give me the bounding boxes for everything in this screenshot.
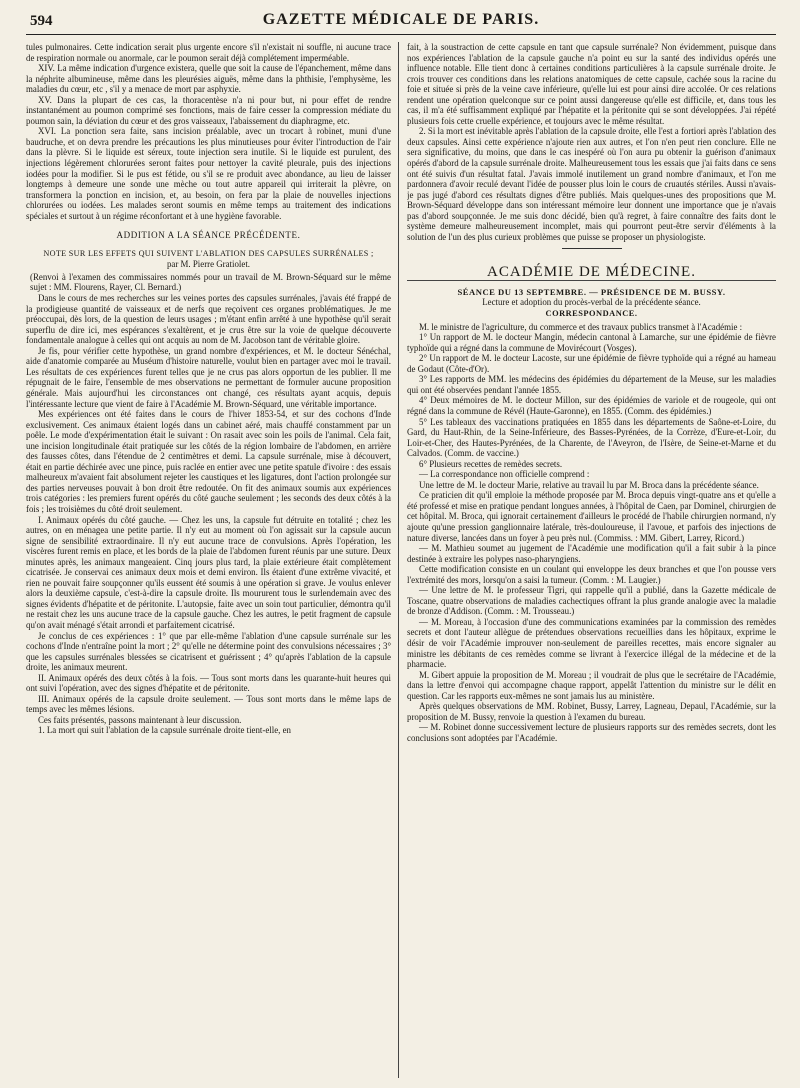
left-column <box>26 42 391 1080</box>
paragraph: 6° Plusieurs recettes de remèdes secrets. <box>419 458 563 469</box>
paragraph: XV. Dans la plupart de ces cas, la thoracentèse n'a ni pour but, ni pour effet de rendre instantanément au poumon comprimé ses fonctions, mais de faire cesser la compression médiate du poumon sain, la déviation du cœur et des gros vaisseaux, l'abaissement du diaphragme, etc. <box>26 94 391 126</box>
paragraph: Ce praticien dit qu'il emploie la méthode proposée par M. Broca depuis vingt-quatre ans et qu'elle a été professé et mise en pratique pendant longues années, à l'hôpital de Caen, par Dominel, chirurgien de cet hôpital. M. Broca, qui ignorait certainement d'ailleurs le procédé de l'habile chirurgien normand, n'y ajoute qu'une pression ganglionnaire latérale, très-douloureuse, il l'avoue, et parfois des injections de nature diverse, lancées dans un foyer à peu près nul. (Commiss. : MM. Gibert, Larrey, Ricord.) <box>407 490 776 543</box>
minutes-line: Lecture et adoption du procès-verbal de la précédente séance. <box>482 297 701 308</box>
paragraph: I. Animaux opérés du côté gauche. — Chez les uns, la capsule fut détruite en totalité ; chez les autres, on en ménagea une petite partie. Il n'y eut au moment où l'on agissait sur la capsule aucun signe de sensibilité extraordinaire. Il n'y eut aucune trace de convulsions. Après l'opération, les viscères furent remis en place, et les bords de la plaie de l'abdomen furent réunis par une suture. Deux minutes après, les animaux mangeaient. Cinq jours plus tard, la plaie extérieure était complètement cicatrisée. Je conservai ces animaux deux mois et demi environ. Ils étaient d'une extrême vivacité, et rien ne pouvait faire soupçonner qu'ils eussent été soumis à une opération si grave. Je voulus enlever alors la deuxième capsule, c'est-à-dire la capsule droite. Ils moururent tous le surlendemain avec des signes évidents d'hépatite et de péritonite. L'autopsie, faite avec un soin tout particulier, démontra qu'il ne restait chez les uns aucune trace de la capsule gauche. Chez les autres, le petit fragment de capsule qu'on avait ménagé s'était arrondi et parfaitement cicatrisé. <box>26 514 391 630</box>
section-title: ADDITION A LA SÉANCE PRÉCÉDENTE. <box>116 230 301 241</box>
page-number: 594 <box>30 13 53 29</box>
paragraph: fait, à la soustraction de cette capsule en tant que capsule surrénale? Non évidemment, puisque dans nos expériences l'ablation de la capsule gauche n'a point eu sur la santé des individus opérés une influence notable. Elle tient donc à certaines conditions particulières à la capsule surrénale droite. Je crois trouver ces conditions dans les relations anatomiques de cette capsule, cachée sous la racine du foie et située si près de la veine cave inférieure, qu'elle lui est pour ainsi dire accolée. Or ces relations rendent une opération quelconque sur ce point aussi dangereuse qu'elle est difficile, et, dans tous les cas, il m'a été suffisamment expliqué par l'hépatite et la péritonite qui se sont développées. J'ai répété plusieurs fois cette cruelle expérience, et toujours avec le même résultat. <box>407 42 776 126</box>
paragraph: M. Gibert appuie la proposition de M. Moreau ; il voudrait de plus que le secrétaire de l'Académie, dans la lettre d'envoi qui accompagne chaque rapport, appelât l'attention du ministre sur le délit en question. Car les rapports eux-mêmes ne sont jamais lus au ministère. <box>407 669 776 701</box>
paragraph: 2. Si la mort est inévitable après l'ablation de la capsule droite, elle l'est a fortiori après l'ablation des deux capsules. Ainsi cette expérience n'ajoute rien aux autres, et l'on n'en peut rien conclure. Elle ne sera significative, du moins, que dans le cas inespéré où l'on aura pu obtenir la guérison d'animaux opérés d'abord de la capsule surrénale droite. Malheureusement tous les essais que j'ai faits dans ce sens ont été suivis d'un résultat fatal. J'avais immolé inutilement un grand nombre d'animaux, et l'on me pardonnera d'avoir reculé devant l'idée de pousser plus loin le cours de cruautés stériles. Aussi n'avais-je pas jugé d'abord ces résultats dignes d'être publiés. Mais quelques-unes des propositions que M. Brown-Séquard développe dans son intéressant mémoire leur donnent une importance que je n'avais pas d'abord soupçonnée. Je me suis donc décidé, bien qu'à regret, à faire connaître des faits dont le système demeure malheureusement incomplet, mais qui pourront peut-être servir d'éléments à la solution de l'un des plus curieux problèmes que puisse se proposer un physiologiste. <box>407 126 776 242</box>
column-divider <box>398 42 399 1078</box>
paragraph: 4° Deux mémoires de M. le docteur Millon, sur des épidémies de variole et de rougeole, qui ont régné dans la commune de Révél (Haute-Garonne), en 1855. (Comm. des épidémies.) <box>407 395 776 416</box>
paragraph: — La correspondance non officielle comprend : <box>419 469 590 480</box>
paragraph: — Une lettre de M. le professeur Tigri, qui rappelle qu'il a publié, dans la Gazette médicale de Toscane, quatre observations de maladies cachectiques offrant la plus grande analogie avec la maladie de bronze d'Addison. (Comm. : M. Trousseau.) <box>407 585 776 617</box>
section-heading: ACADÉMIE DE MÉDECINE. <box>407 267 776 281</box>
session-line: SÉANCE DU 13 SEPTEMBRE. — PRÉSIDENCE DE M. BUSSY. <box>457 286 726 297</box>
paragraph: XIV. La même indication d'urgence existera, quelle que soit la cause de l'épanchement, même dans la néphrite albumineuse, même dans les pleurésies aiguës, même dans la phthisie, l'emphysème, les maladies du cœur, etc , s'il y a menace de mort par asphyxie. <box>26 63 391 95</box>
journal-title: GAZETTE MÉDICALE DE PARIS. <box>262 11 540 28</box>
paragraph: 5° Les tableaux des vaccinations pratiquées en 1855 dans les départements de Saône-et-Loire, du Gard, du Haut-Rhin, de la Seine-Inférieure, des Basses-Pyrénées, de la Corrèze, d'Eure-et-Loir, du Loir-et-Cher, des Hautes-Pyrénées, de la Charente, de l'Aveyron, de l'Isère, de Seine-et-Marne et du Calvados. (Comm. de vaccine.) <box>407 416 776 459</box>
paragraph: Cette modification consiste en un coulant qui enveloppe les deux branches et que l'on pousse vers l'extrémité des mors, lorsqu'on a saisi la tumeur. (Comm. : M. Laugier.) <box>407 564 776 585</box>
paragraph: Mes expériences ont été faites dans le cours de l'hiver 1853-54, et sur des cochons d'Inde exclusivement. Ces animaux étaient logés dans un cabinet aéré, mais chauffé constamment par un poêle. Le mode d'expérimentation était le suivant : On rasait avec soin les poils de l'animal. Cela fait, une incision longitudinale était pratiquée sur les côtés de la région lombaire de l'abdomen, en arrière des fausses côtes, dans l'étendue de 2 centimètres et demi. La capsule surrénale, mise à découvert, était en partie déchirée avec une pince, puis raclée en entier avec une petite spatule d'ivoire : des essais malheureux m'avaient fait absolument rejeter les caustiques et les ligatures, dont l'action prolongée sur des parties nerveuses pouvait à bon droit être redoutée. On fit des animaux soumis aux expériences trois catégories : les premiers furent opérés du côté gauche seulement ; les seconds des deux côtés à la fois ; les troisièmes du côté droit seulement. <box>26 409 391 514</box>
paragraph: XVI. La ponction sera faite, sans incision préalable, avec un trocart à robinet, muni d'une baudruche, et on devra prendre les précautions les plus minutieuses pour éviter l'introduction de l'air dans la plèvre. Si le liquide est séreux, toute injection sera inutile. Si le liquide est purulent, des injections légèrement chlorurées seront faites pour nettoyer la cavité pleurale, puis des injections iodées pour la modifier. Si le pus est fétide, ou s'il se re produit avec abondance, au lieu de laisser longtemps à demeure une sonde une mèche ou tout autre appareil qui irriterait la plèvre, on transformera la ponction en incision, et, au besoin, on fera par la plaie de nouvelles injections chlorurées ou iodées. Les malades seront soumis en même temps au traitement des indications spéciales et surtout à un régime réconfortant et à une hygiène favorable. <box>26 126 391 221</box>
paragraph: Dans le cours de mes recherches sur les veines portes des capsules surrénales, j'avais été frappé de la prodigieuse quantité de vaisseaux et de nerfs que reçoivent ces organes problématiques. Je me préoccupai, dès lors, de la question de leurs usages ; m'étant enfin arrêté à une hypothèse qu'il serait superflu de dire ici, mes espérances s'exaltèrent, et je crus être sur la voie de quelque découverte fondamentale analogue à celles qui ont acquis au nom de M. Jacobson tant de véritable gloire. <box>26 293 391 346</box>
paragraph: M. le ministre de l'agriculture, du commerce et des travaux publics transmet à l'Académie : <box>419 321 743 332</box>
correspondence-heading: CORRESPONDANCE. <box>545 309 638 319</box>
paragraph: 3° Les rapports de MM. les médecins des épidémies du département de la Meuse, sur les maladies qui ont été observées pendant l'année 1855. <box>407 374 776 395</box>
paragraph: Après quelques observations de MM. Robinet, Bussy, Larrey, Lagneau, Depaul, l'Académie, sur la proposition de M. Bussy, renvoie la question à l'examen du bureau. <box>407 701 776 722</box>
paragraph: 1° Un rapport de M. le docteur Mangin, médecin cantonal à Lamarche, sur une épidémie de fièvre typhoïde qui a régné dans la commune de Movirécourt (Vosges). <box>407 332 776 353</box>
paragraph: 1. La mort qui suit l'ablation de la capsule surrénale droite tient-elle, en <box>38 725 291 736</box>
paragraph: — M. Mathieu soumet au jugement de l'Académie une modification qu'il a fait subir à la pince destinée à extraire les polypes naso-pharyngiens. <box>407 543 776 564</box>
page-header <box>26 10 776 35</box>
right-column <box>407 42 776 1080</box>
paragraph: — M. Robinet donne successivement lecture de plusieurs rapports sur des remèdes secrets, dont les conclusions sont adoptées par l'Académie. <box>407 722 776 743</box>
paragraph: Je fis, pour vérifier cette hypothèse, un grand nombre d'expériences, et M. le docteur Sénéchal, aide d'anatomie comparée au Muséum d'histoire naturelle, voulut bien en partager avec moi le travail. Les résultats de ces expériences furent telles que je ne crus pas alors opportun de les publier. Il me répugnait de le faire, l'ensemble de mes observations ne permettant de formuler aucune proposition générale. Mais aujourd'hui les circonstances ont changé, ces résultats ayant acquis, depuis l'intéressante lecture que vient de faire à l'Académie M. Brown-Séquard, une véritable importance. <box>26 345 391 409</box>
paragraph: tules pulmonaires. Cette indication serait plus urgente encore s'il n'existait ni souffle, ni aucune trace de respiration normale ou anormale, car le poumon serait déjà complétement imperméable. <box>26 42 391 63</box>
paragraph: II. Animaux opérés des deux côtés à la fois. — Tous sont morts dans les quarante-huit heures qui ont suivi l'opération, avec des signes d'hépatite et de péritonite. <box>26 672 391 694</box>
separator-rule <box>562 248 622 249</box>
paragraph: 2° Un rapport de M. le docteur Lacoste, sur une épidémie de fièvre typhoïde qui a régné au hameau de Godaut (Côte-d'Or). <box>407 353 776 374</box>
article-author: par M. Pierre Gratiolet. <box>166 259 251 270</box>
article-title: NOTE SUR LES EFFETS QUI SUIVENT L'ABLATION DES CAPSULES SURRÉNALES ; <box>43 248 374 258</box>
paragraph: Une lettre de M. le docteur Marie, relative au travail lu par M. Broca dans la précédente séance. <box>419 479 759 490</box>
paragraph: III. Animaux opérés de la capsule droite seulement. — Tous sont morts dans le même laps de temps avec les mêmes lésions. <box>26 693 391 715</box>
referral-note: (Renvoi à l'examen des commissaires nommés pour un travail de M. Brown-Séquard sur le même sujet : MM. Flourens, Rayer, Cl. Bernard.) <box>30 271 391 293</box>
paragraph: — M. Moreau, à l'occasion d'une des communications examinées par la commission des remèdes secrets et dont l'auteur allègue de prétendues observations recueillies dans les hôpitaux, exprime le désir de voir l'Académie improuver non-seulement de pareilles recettes, mais encore signaler au ministre les débitants de ces remèdes comme se livrant à l'exercice illégal de la médecine et de la pharmacie. <box>407 616 776 670</box>
paragraph: Je conclus de ces expériences : 1° que par elle-même l'ablation d'une capsule surrénale sur les cochons d'Inde n'entraîne point la mort ; 2° qu'elle ne détermine point des convulsions nécessaires ; 3° que les capsules surrénales blessées se cicatrisent et guérissent ; 4° qu'après l'ablation de la capsule droite, les animaux meurent. <box>26 630 391 673</box>
paragraph: Ces faits présentés, passons maintenant à leur discussion. <box>38 714 242 725</box>
